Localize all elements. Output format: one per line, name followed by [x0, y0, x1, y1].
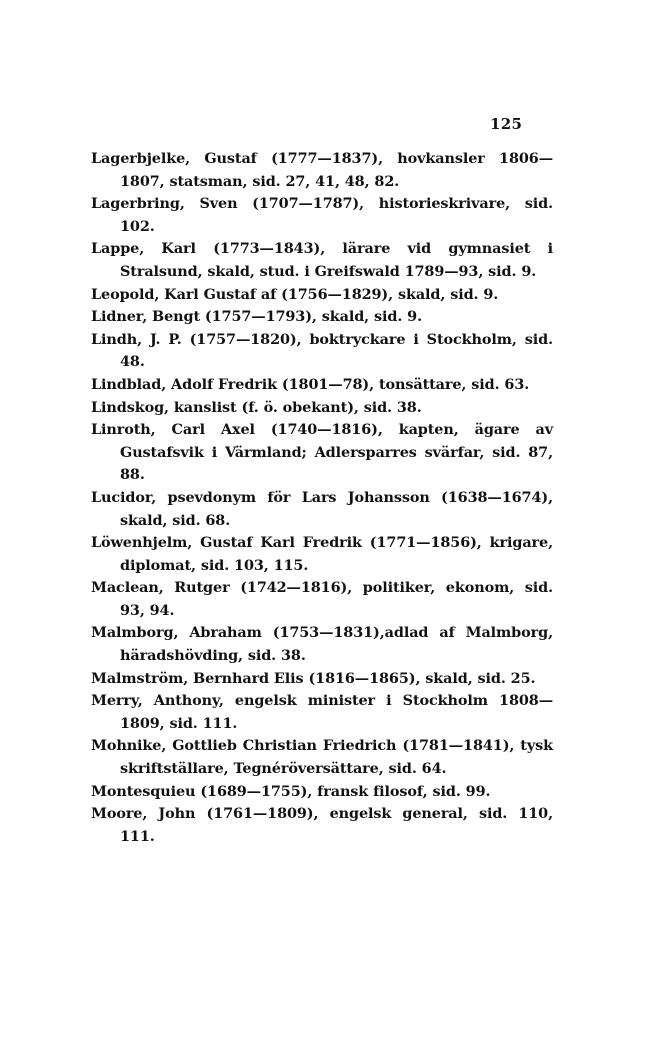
index-entry: Malmström, Bernhard Elis (1816—1865), skald, sid. 25.	[91, 669, 536, 687]
index-entry: Lappe, Karl (1773—1843), lärare vid gymnasiet i Stralsund, skald, stud. i Greifswald 1789—93, sid. 9.	[91, 240, 553, 280]
index-entry: Merry, Anthony, engelsk minister i Stockholm 1808—1809, sid. 111.	[91, 692, 553, 732]
index-entry: Lagerbjelke, Gustaf (1777—1837), hovkansler 1806—1807, statsman, sid. 27, 41, 48, 82.	[91, 150, 553, 190]
index-entry: Lindh, J. P. (1757—1820), boktryckare i Stockholm, sid. 48.	[91, 330, 553, 371]
index-entry: Lucidor, psevdonym för Lars Johansson (1638—1674), skald, sid. 68.	[91, 488, 553, 529]
index-entry: Lindskog, kanslist (f. ö. obekant), sid. 38.	[91, 398, 422, 416]
index-list	[91, 148, 553, 848]
index-entry: Löwenhjelm, Gustaf Karl Fredrik (1771—1856), krigare, diplomat, sid. 103, 115.	[91, 534, 553, 574]
index-entry: Malmborg, Abraham (1753—1831),adlad af Malmborg, häradshövding, sid. 38.	[91, 624, 553, 665]
index-entry: Maclean, Rutger (1742—1816), politiker, ekonom, sid. 93, 94.	[91, 579, 553, 619]
index-entry: Montesquieu (1689—1755), fransk filosof, sid. 99.	[91, 782, 491, 800]
index-entry: Lagerbring, Sven (1707—1787), historieskrivare, sid. 102.	[91, 195, 553, 235]
index-entry: Lindblad, Adolf Fredrik (1801—78), tonsättare, sid. 63.	[91, 375, 530, 393]
index-entry: Mohnike, Gottlieb Christian Friedrich (1781—1841), tysk skriftställare, Tegnéröversättare, sid. 64.	[91, 737, 553, 778]
index-entry: Linroth, Carl Axel (1740—1816), kapten, ägare av Gustafsvik i Värmland; Adlersparres svärfar, sid. 87, 88.	[91, 421, 553, 484]
page-number: 125	[490, 115, 523, 133]
index-entry: Lidner, Bengt (1757—1793), skald, sid. 9.	[91, 308, 422, 326]
index-entry: Leopold, Karl Gustaf af (1756—1829), skald, sid. 9.	[91, 285, 499, 303]
index-entry: Moore, John (1761—1809), engelsk general, sid. 110, 111.	[91, 805, 553, 845]
